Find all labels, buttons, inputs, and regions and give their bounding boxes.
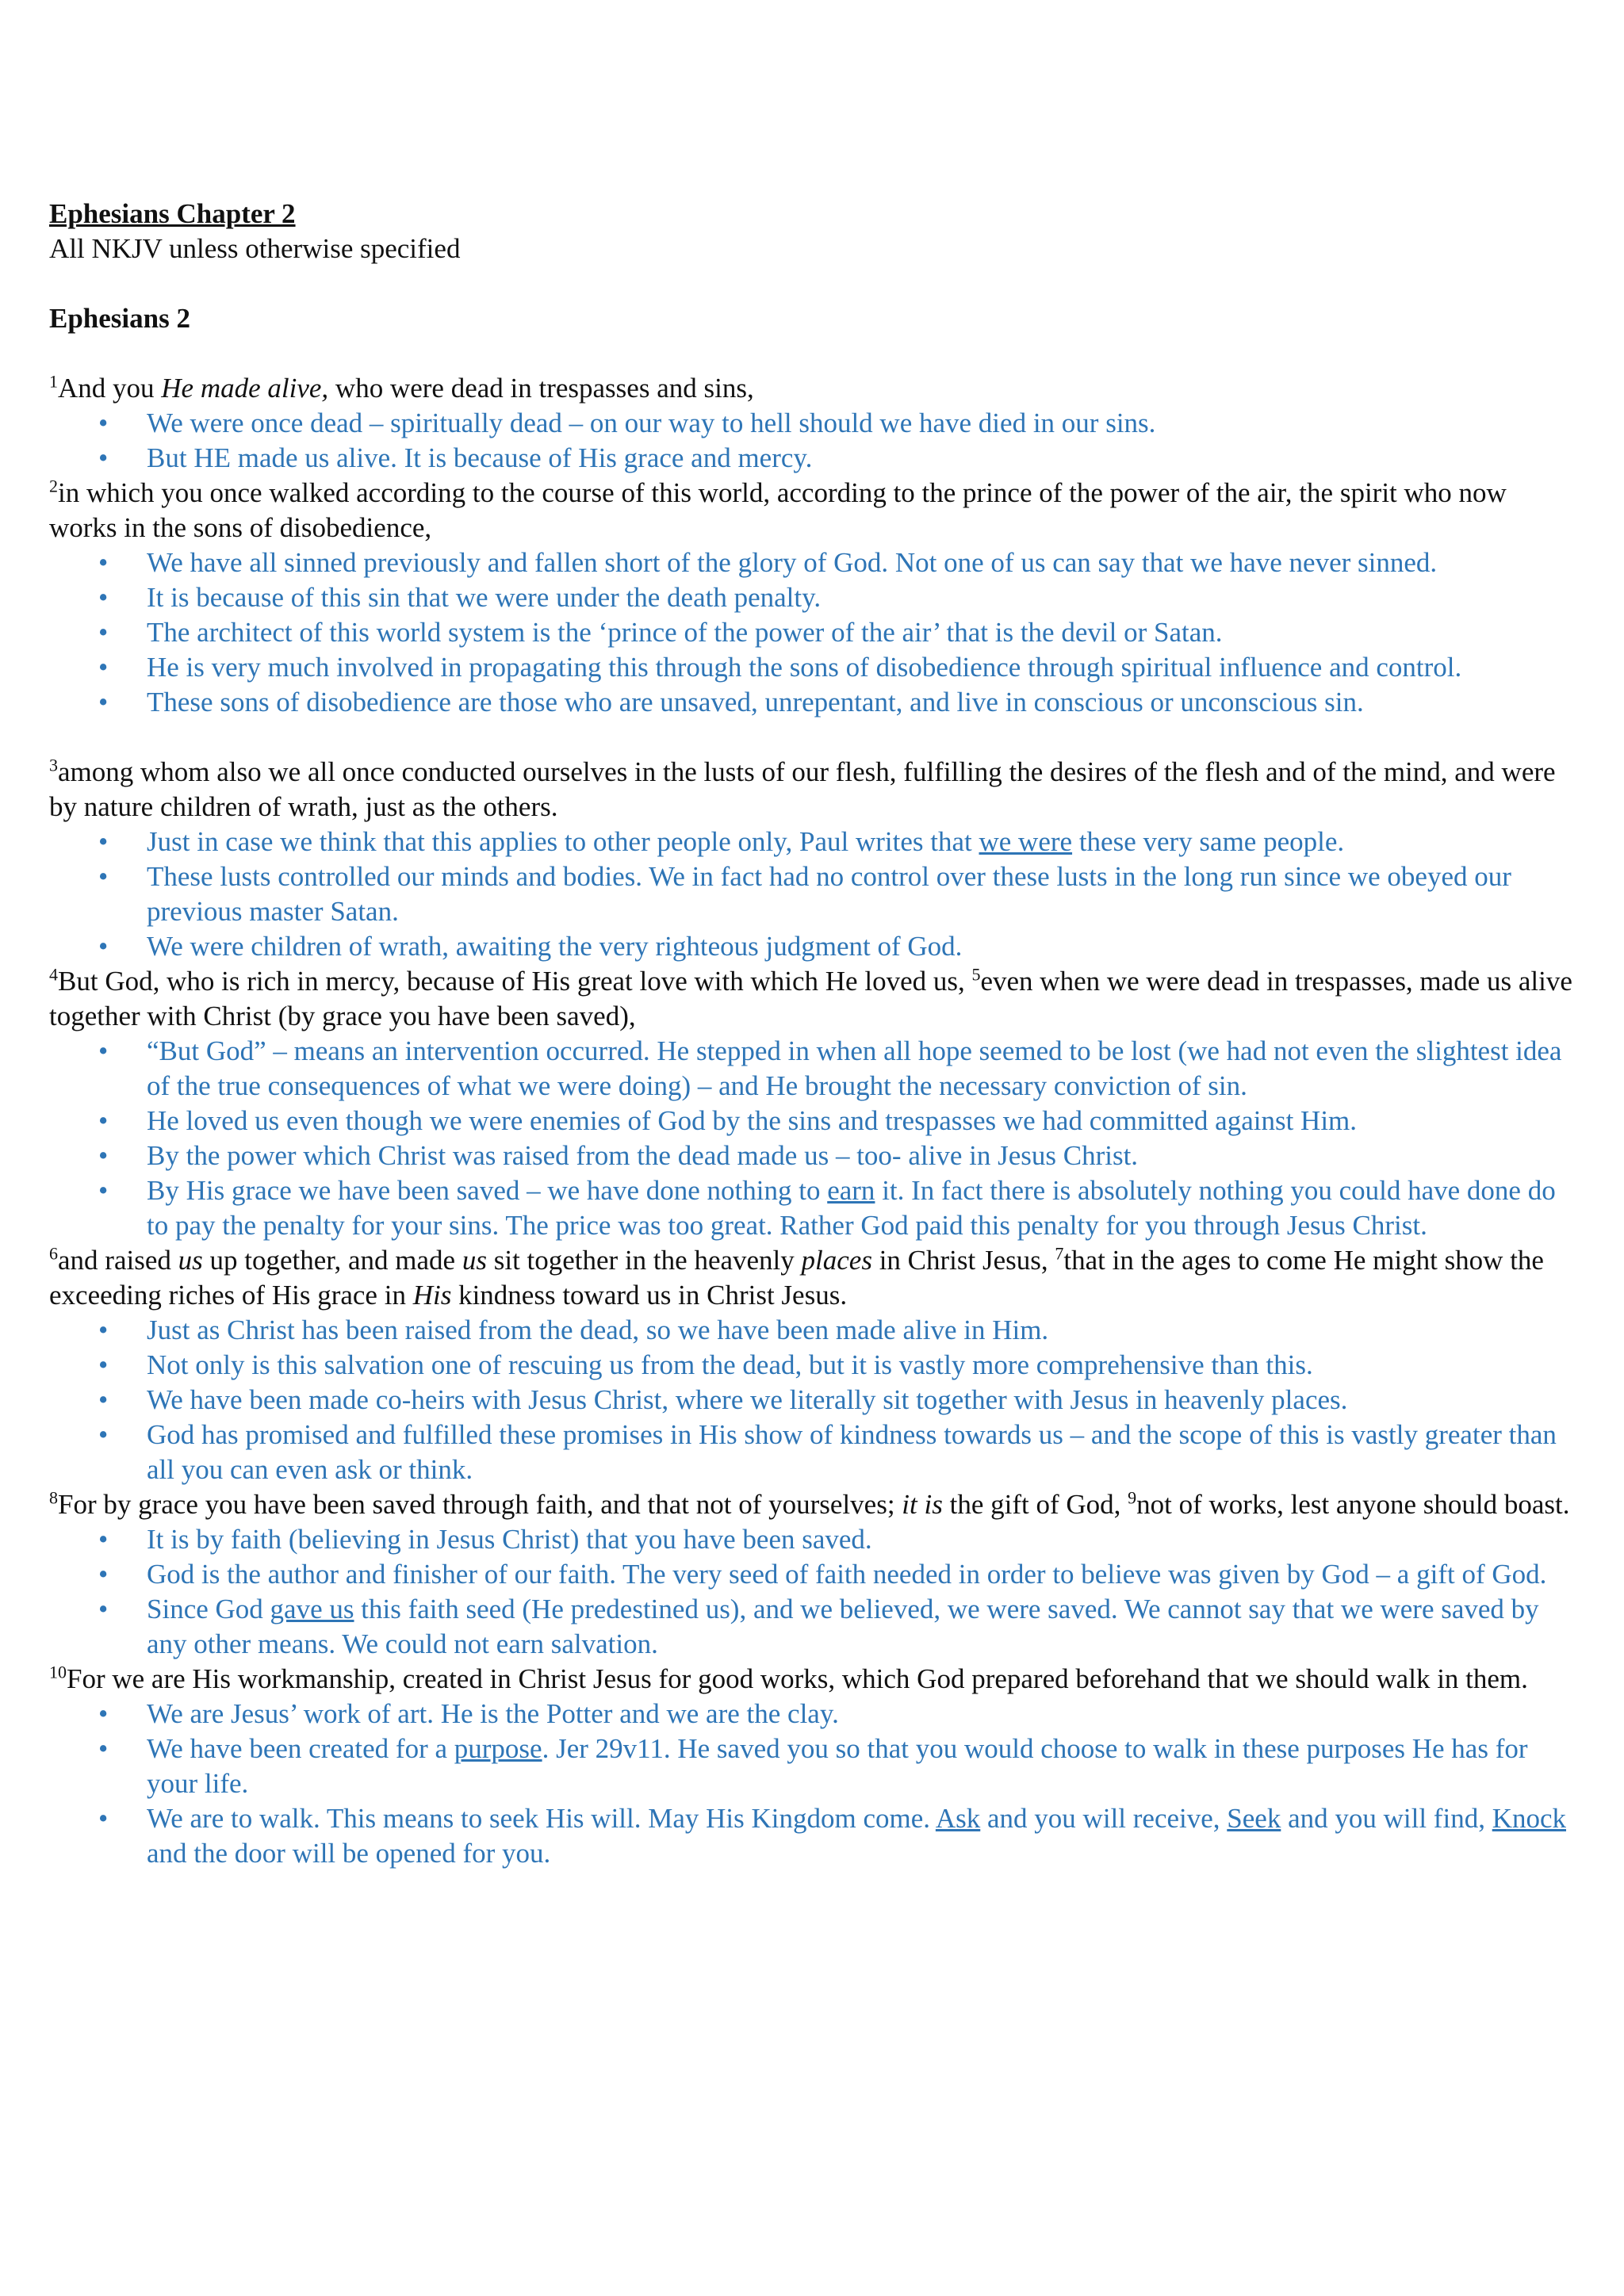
commentary-item: • We have been made co-heirs with Jesus Christ, where we literally sit together with Jesus in heavenly places.: [49, 1383, 1580, 1418]
commentary-list: [49, 1522, 1580, 1662]
verse-text: $^4$But God, who is rich in mercy, because of His great love with which He loved us, $^5$even when we were dead in trespasses, made us alive together with Christ (by grace you have been saved),: [49, 964, 1572, 1031]
commentary-item: • It is by faith (believing in Jesus Christ) that you have been saved.: [49, 1522, 1580, 1557]
verse-text: $^8$For by grace you have been saved through faith, and that not of yourselves; it is the gift of God, $^9$not of works, lest anyone should boast.: [49, 1487, 1570, 1520]
section-heading: Ephesians 2: [49, 303, 190, 334]
commentary-item: • The architect of this world system is the ‘prince of the power of the air’ that is the devil or Satan.: [49, 615, 1580, 650]
commentary-list: [49, 1034, 1580, 1243]
commentary-item: • We have all sinned previously and fallen short of the glory of God. Not one of us can say that we have never sinned.: [49, 545, 1580, 580]
commentary-item: • Not only is this salvation one of rescuing us from the dead, but it is vastly more comprehensive than this.: [49, 1348, 1580, 1383]
commentary-item: • We are to walk. This means to seek His will. May His Kingdom come. Ask and you will receive, Seek and you will find, Knock and the door will be opened for you.: [49, 1801, 1580, 1871]
commentary-list: [49, 1697, 1580, 1871]
commentary-item: • By His grace we have been saved – we have done nothing to earn it. In fact there is absolutely nothing you could have done do to pay the penalty for your sins. The price was too great. Rather God paid this penalty for you through Jesus Christ.: [49, 1173, 1580, 1243]
commentary-item: • We are Jesus’ work of art. He is the Potter and we are the clay.: [49, 1697, 1580, 1732]
document-title: Ephesians Chapter 2: [49, 198, 296, 229]
commentary-item: • But HE made us alive. It is because of His grace and mercy.: [49, 441, 1580, 476]
document-subtitle: All NKJV unless otherwise specified: [49, 233, 461, 264]
paragraph-spacer: [49, 720, 1580, 755]
verse-blocks: [49, 371, 1580, 1871]
commentary-item: • Since God gave us this faith seed (He predestined us), and we believed, we were saved. We cannot say that we were saved by any other means. We could not earn salvation.: [49, 1592, 1580, 1662]
commentary-item: • We have been created for a purpose. Jer 29v11. He saved you so that you would choose to walk in these purposes He has for your life.: [49, 1732, 1580, 1801]
commentary-item: • Just in case we think that this applies to other people only, Paul writes that we were these very same people.: [49, 825, 1580, 859]
commentary-list: [49, 825, 1580, 964]
commentary-list: [49, 406, 1580, 476]
commentary-item: • By the power which Christ was raised from the dead made us – too- alive in Jesus Christ.: [49, 1138, 1580, 1173]
commentary-item: • These sons of disobedience are those who are unsaved, unrepentant, and live in conscious or unconscious sin.: [49, 685, 1580, 720]
commentary-item: • These lusts controlled our minds and bodies. We in fact had no control over these lusts in the long run since we obeyed our previous master Satan.: [49, 859, 1580, 929]
commentary-item: • We were children of wrath, awaiting the very righteous judgment of God.: [49, 929, 1580, 964]
commentary-item: • Just as Christ has been raised from the dead, so we have been made alive in Him.: [49, 1313, 1580, 1348]
verse-text: $^3$among whom also we all once conducted ourselves in the lusts of our flesh, fulfilling the desires of the flesh and of the mind, and were by nature children of wrath, just as the others.: [49, 755, 1556, 822]
document-body: [49, 197, 1580, 1871]
commentary-item: • We were once dead – spiritually dead – on our way to hell should we have died in our sins.: [49, 406, 1580, 441]
commentary-item: • God has promised and fulfilled these promises in His show of kindness towards us – and the scope of this is vastly greater than all you can even ask or think.: [49, 1418, 1580, 1487]
commentary-item: • It is because of this sin that we were under the death penalty.: [49, 580, 1580, 615]
verse-text: $^1$And you He made alive, who were dead in trespasses and sins,: [49, 371, 754, 404]
verse-text: $^6$and raised us up together, and made us sit together in the heavenly places in Christ Jesus, $^7$that in the ages to come He might show the exceeding riches of His grace in His kindness toward us in Christ Jesus.: [49, 1243, 1544, 1311]
commentary-item: • God is the author and finisher of our faith. The very seed of faith needed in order to believe was given by God – a gift of God.: [49, 1557, 1580, 1592]
verse-text: $^2$in which you once walked according to the course of this world, according to the prince of the power of the air, the spirit who now works in the sons of disobedience,: [49, 476, 1507, 543]
commentary-item: • “But God” – means an intervention occurred. He stepped in when all hope seemed to be lost (we had not even the slightest idea of the true consequences of what we were doing) – and He brought the necessary conviction of sin.: [49, 1034, 1580, 1104]
commentary-item: • He loved us even though we were enemies of God by the sins and trespasses we had committed against Him.: [49, 1104, 1580, 1138]
commentary-list: [49, 1313, 1580, 1487]
commentary-item: • He is very much involved in propagating this through the sons of disobedience through spiritual influence and control.: [49, 650, 1580, 685]
commentary-list: [49, 545, 1580, 720]
verse-text: $^{10}$For we are His workmanship, created in Christ Jesus for good works, which God prepared beforehand that we should walk in them.: [49, 1662, 1528, 1694]
